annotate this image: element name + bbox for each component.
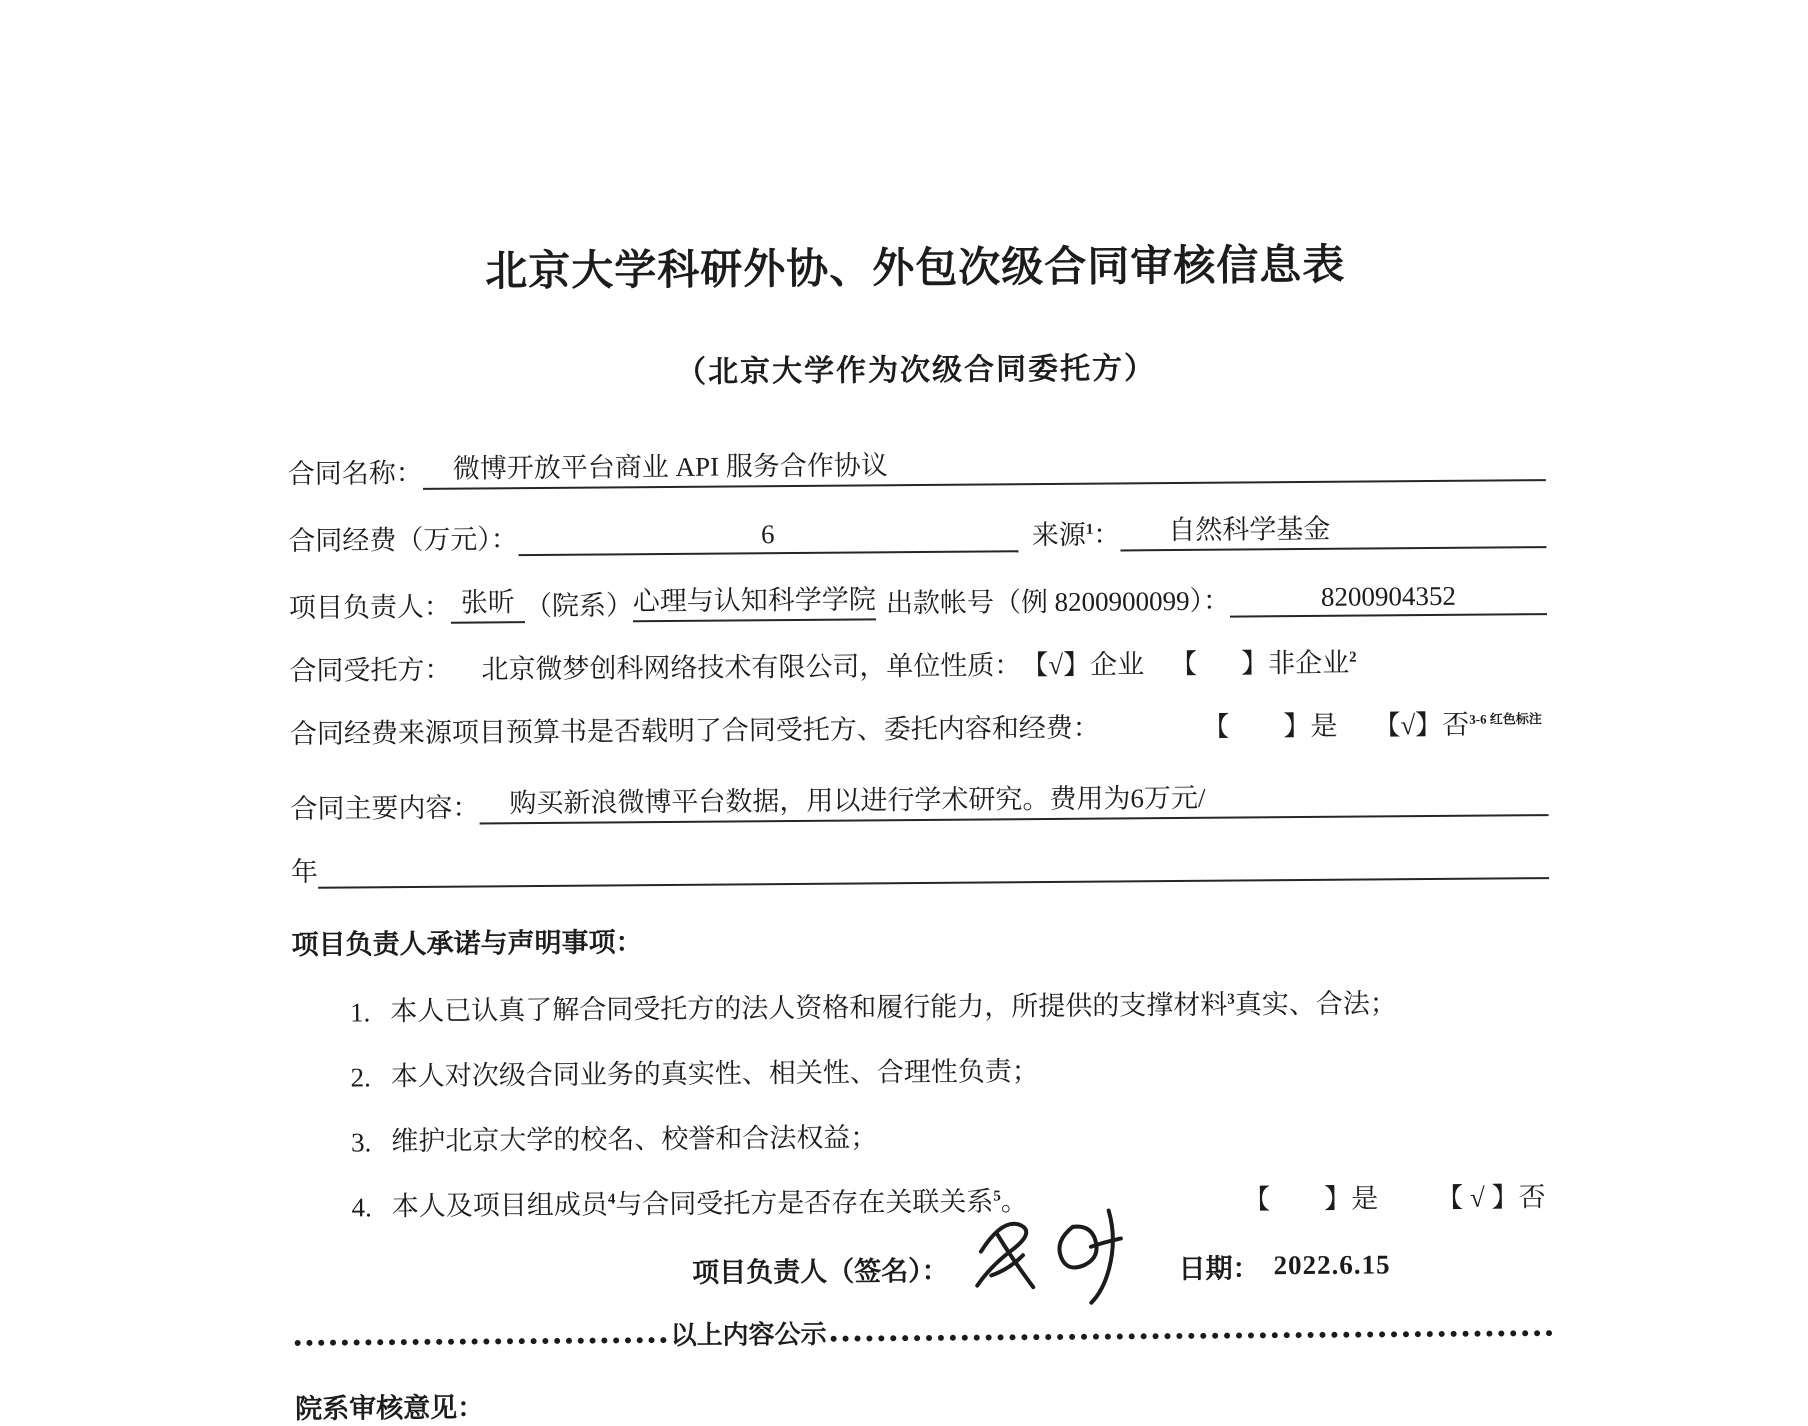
budget-checkboxes — [1202, 702, 1548, 744]
public-notice-divider — [294, 1308, 1552, 1363]
budget-footnote-marker: 3-6 红色标注 — [1469, 711, 1542, 727]
source-value: 自然科学基金 — [1120, 505, 1546, 551]
page-subtitle: （北京大学作为次级合同委托方） — [287, 340, 1545, 394]
declaration-heading: 项目负责人承诺与声明事项： — [291, 913, 1549, 962]
content-label: 合同主要内容： — [290, 785, 479, 825]
budget-yes-unchecked: 【 】是 — [1202, 704, 1337, 744]
signature-label: 项目负责人（签名）： — [692, 1248, 949, 1289]
funds-label: 合同经费（万元）： — [288, 517, 518, 558]
content-value-line1: 购买新浪微博平台数据，用以进行学术研究。费用为6万元/ — [479, 773, 1548, 824]
date-label: 日期： — [1178, 1246, 1259, 1286]
dotted-line-left — [295, 1332, 667, 1346]
declaration-item-3 — [293, 1110, 1551, 1159]
relation-checkboxes — [1243, 1175, 1552, 1216]
signature-row — [692, 1220, 1553, 1313]
contract-name-value: 微博开放平台商业 API 服务合作协议 — [423, 438, 1546, 490]
item-text: 本人对次级合同业务的真实性、相关性、合理性负责； — [391, 1049, 1039, 1093]
footnote-marker-3: 3 — [1227, 992, 1235, 1008]
source-label: 来源$^1$： — [1032, 512, 1121, 552]
field-main-content-line2 — [291, 840, 1549, 889]
declaration-item-1 — [292, 980, 1550, 1029]
contract-name-label: 合同名称： — [288, 451, 423, 491]
non-enterprise-footnote-marker: 2 — [1349, 650, 1357, 666]
field-pi-account — [289, 572, 1547, 625]
field-budget-question — [290, 702, 1548, 751]
account-label: 出款帐号（例 8200900099）： — [886, 579, 1231, 621]
page-title: 北京大学科研外协、外包次级合同审核信息表 — [286, 230, 1544, 300]
nature-label: 单位性质： — [886, 643, 1021, 683]
item-number: 2. — [350, 1062, 370, 1093]
trustee-label: 合同受托方： — [289, 648, 451, 688]
content-blank-underline — [318, 875, 1549, 889]
document-page — [286, 230, 1553, 1426]
dotted-line-right — [831, 1325, 1553, 1342]
trustee-value: 北京微梦创科网络技术有限公司， — [481, 644, 886, 686]
item-text: 维护北京大学的校名、校誉和合法权益； — [391, 1115, 877, 1158]
funds-value: 6 — [518, 517, 1018, 556]
declaration-item-4 — [293, 1175, 1551, 1224]
form-fields — [288, 438, 1549, 889]
content-value-line2: 年 — [291, 850, 318, 889]
item-number: 1. — [350, 997, 370, 1028]
budget-question: 合同经费来源项目预算书是否载明了合同受托方、委托内容和经费： — [290, 706, 1100, 751]
item-number: 3. — [351, 1127, 371, 1158]
dept-label: （院系） — [525, 583, 633, 623]
footnote-marker-4: 4 — [608, 1191, 616, 1207]
relation-no-checked: 【 √ 】否 — [1436, 1175, 1546, 1215]
nature-non-enterprise-unchecked: 【 】非企业$^2$ — [1170, 641, 1357, 681]
item-text: 本人及项目组成员$^4$与合同受托方是否存在关联关系$^5$。 — [392, 1179, 1028, 1223]
field-contract-name — [288, 438, 1546, 491]
field-main-content — [290, 773, 1548, 826]
nature-enterprise-checked: 【√】企业 — [1021, 642, 1144, 682]
declaration-item-2 — [292, 1045, 1550, 1094]
pi-label: 项目负责人： — [289, 585, 451, 625]
item-text: 本人已认真了解合同受托方的法人资格和履行能力，所提供的支撑材料$^3$真实、合法； — [390, 981, 1397, 1028]
signature-handwriting-icon — [962, 1198, 1153, 1309]
field-trustee — [289, 639, 1547, 688]
relation-yes-unchecked: 【 】是 — [1243, 1176, 1378, 1216]
divider-text: 以上内容公示 — [666, 1314, 830, 1360]
source-footnote-marker: 1 — [1086, 522, 1094, 538]
department-review-label: 院系审核意见： — [295, 1377, 1553, 1426]
budget-no-checked: 【√】否$^{3-6 红色标注}$ — [1373, 702, 1542, 742]
dept-value: 心理与认知科学学院 — [633, 577, 876, 622]
field-funds-source — [288, 505, 1546, 558]
account-value: 8200904352 — [1230, 580, 1547, 617]
footnote-marker-5: 5 — [993, 1188, 1001, 1204]
item-number: 4. — [351, 1192, 371, 1223]
pi-name: 张昕 — [451, 580, 525, 624]
date-value: 2022.6.15 — [1273, 1249, 1390, 1281]
